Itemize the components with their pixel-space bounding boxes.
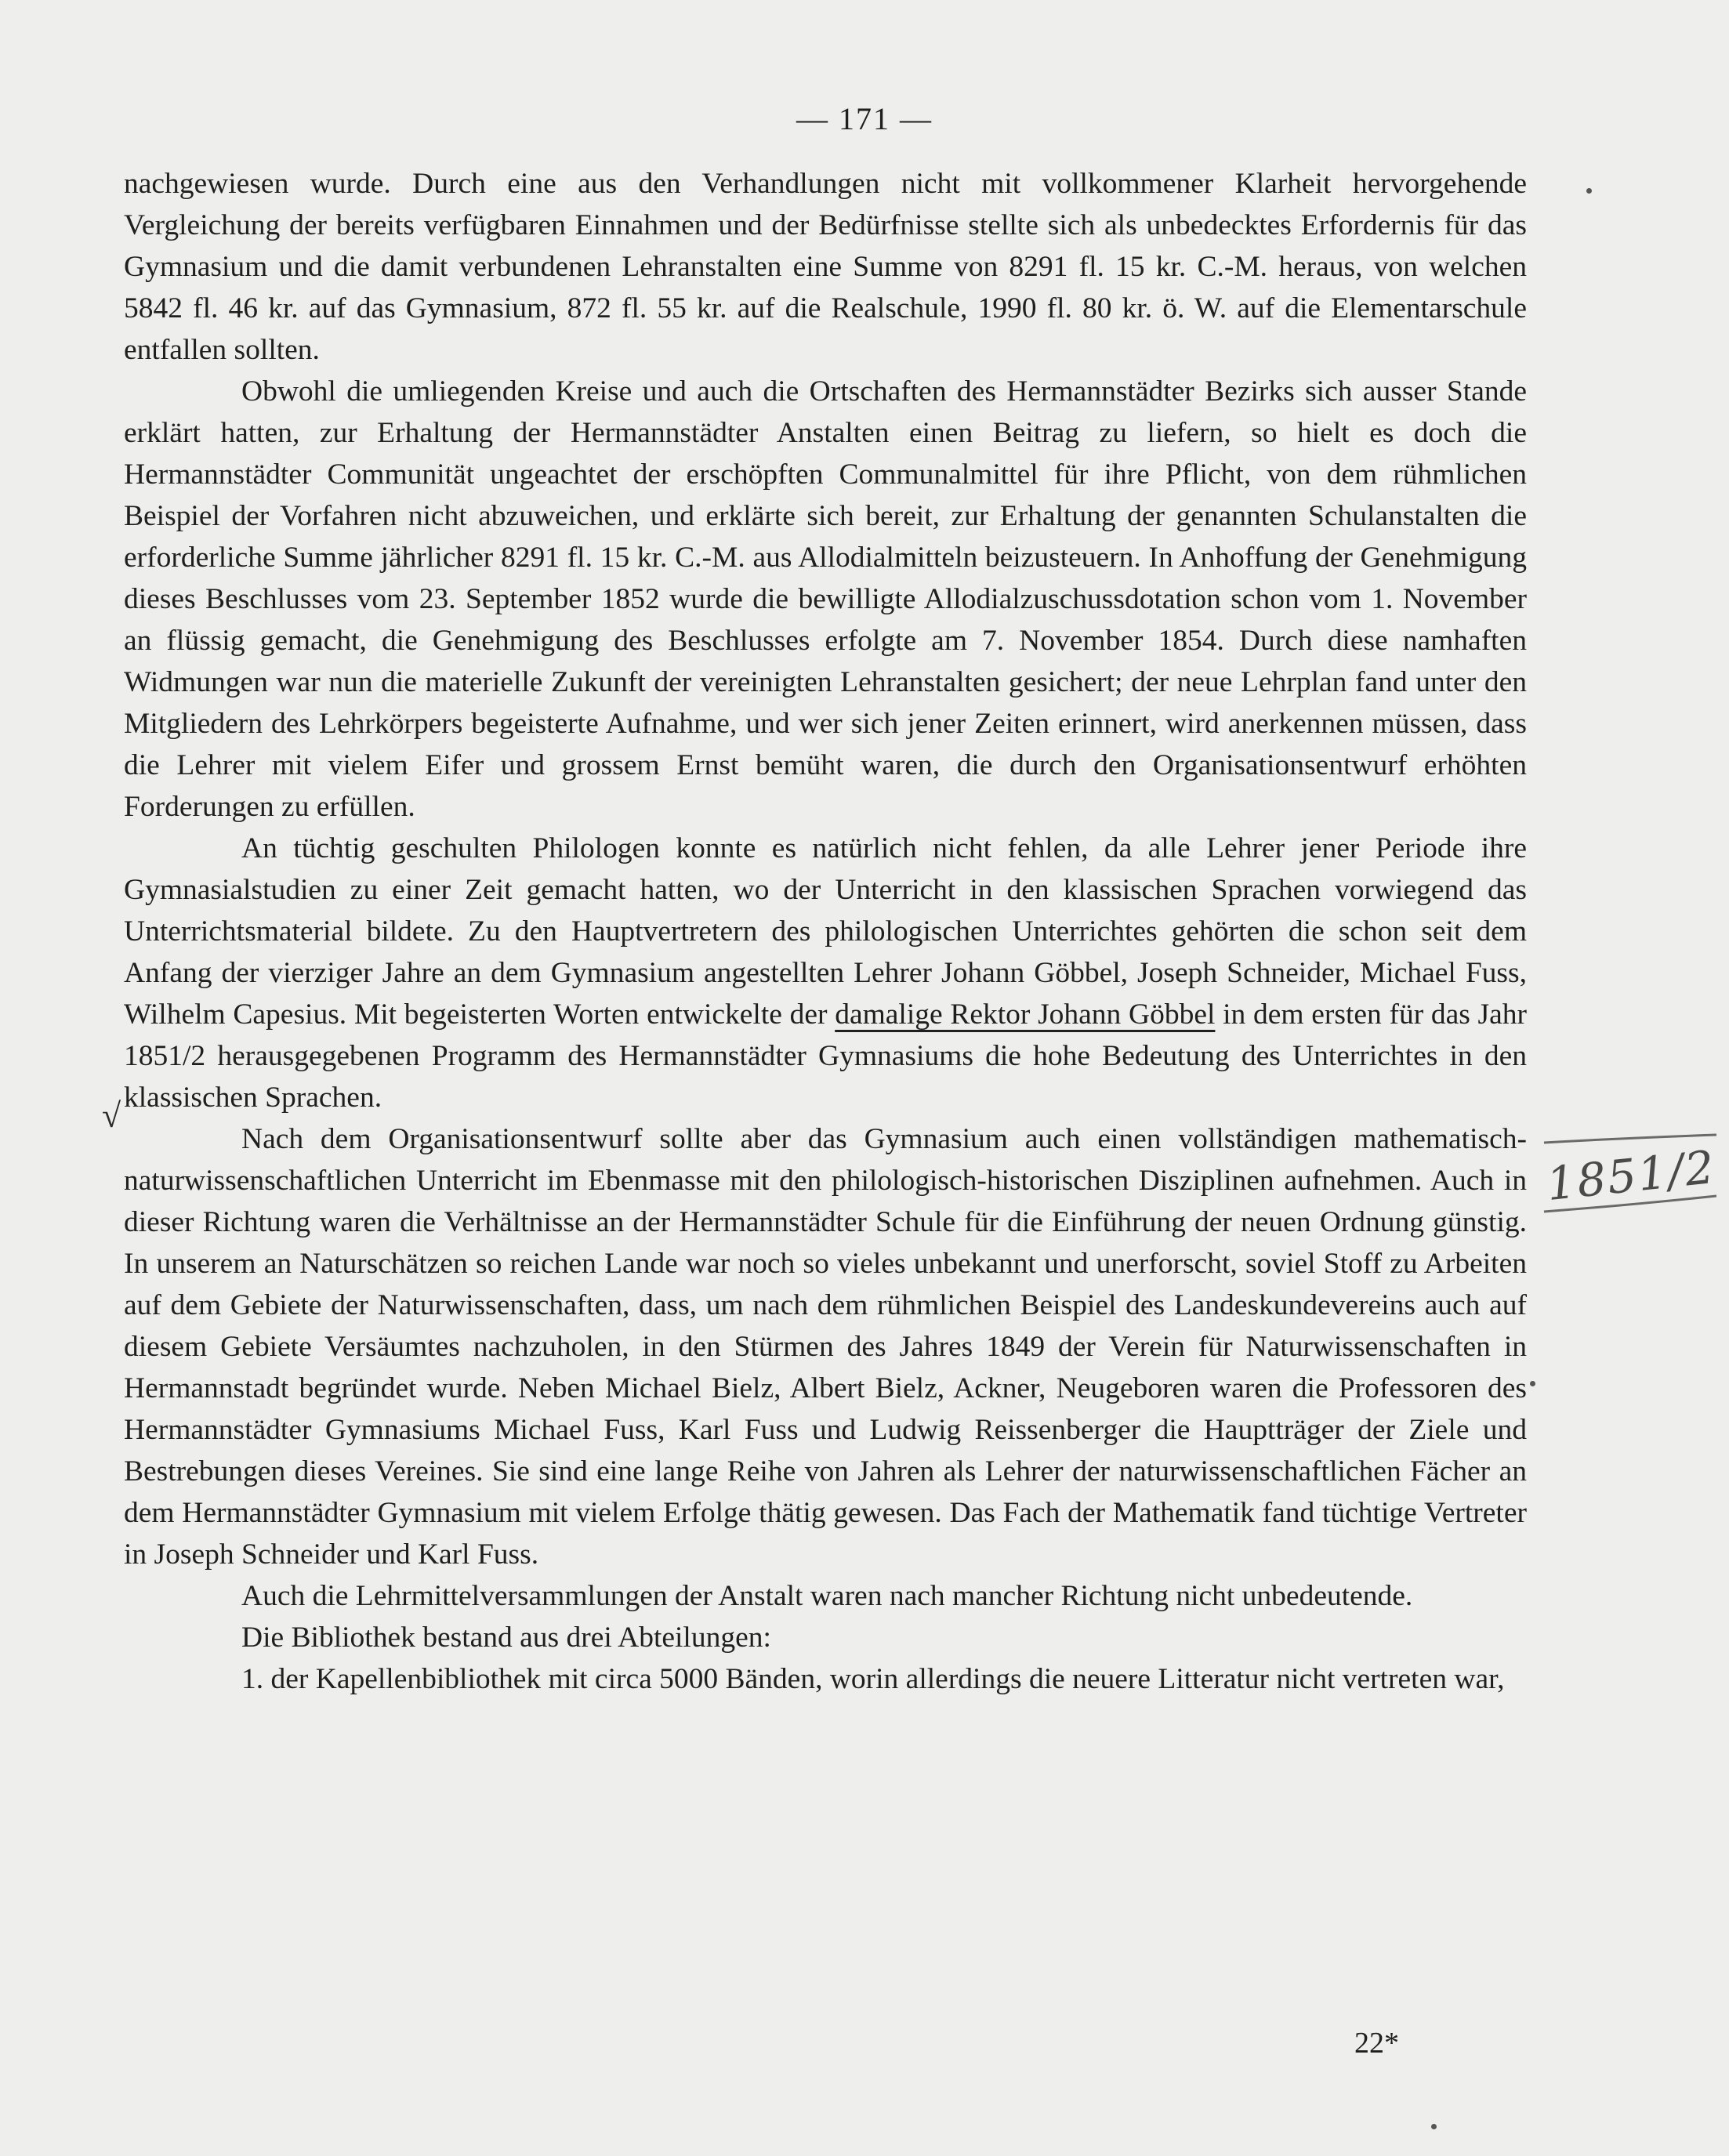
paragraph-3-text: An tüchtig geschulten Philologen konnte es natürlich nicht fehlen, da alle Lehrer jener Periode ihre Gymnasialstudien zu einer Zeit gemacht hatten, wo der Unterricht in den klassischen Sprachen vorwiegend das Unterrichtsmaterial bildete. Zu den Hauptvertretern des philologischen Unterrichtes gehörten die schon seit dem Anfang der vierziger Jahre an dem Gymnasium angestellten Lehrer Johann Göbbel, Joseph Schneider, Michael Fuss, Wilhelm Capesius. <box>124 832 1527 1031</box>
paragraph-7: 1. der Kapellenbibliothek mit circa 5000 Bänden, worin allerdings die neuere Litteratur nicht vertreten war, <box>241 1663 1505 1695</box>
margin-annotation-text: 1851/2 <box>1544 1140 1719 1212</box>
paragraph-3 <box>124 828 1527 1118</box>
margin-annotation <box>1540 1127 1720 1229</box>
edge-mark <box>1530 1381 1535 1386</box>
paragraph-3-text-2b: in dem ersten für das Jahr 1851/2 herausgegebenen Programm des Hermannstädter Gymnasiums die hohe Bedeutung des Unterrichtes in den klassischen Sprachen. <box>124 998 1528 1114</box>
paragraph-6: Die Bibliothek bestand aus drei Abteilungen: <box>241 1622 771 1654</box>
paragraph-1: nachgewiesen wurde. Durch eine aus den Verhandlungen nicht mit vollkommener Klarheit hervorgehende Vergleichung der bereits verfügbaren Einnahmen und der Bedürfnisse stellte sich als unbedecktes Erfordernis für das Gymnasium und die damit verbundenen Lehranstalten eine Summe von 8291 fl. 15 kr. C.-M. heraus, von welchen 5842 fl. 46 kr. auf das Gymnasium, 872 fl. 55 kr. auf die Realschule, 1990 fl. 80 kr. ö. W. auf die Elementarschule entfallen sollten. <box>124 168 1527 366</box>
signature-mark: 22* <box>1354 2027 1399 2060</box>
paragraph-2: Obwohl die umliegenden Kreise und auch die Ortschaften des Hermannstädter Bezirks sich ausser Stande erklärt hatten, zur Erhaltung der Hermannstädter Anstalten einen Beitrag zu liefern, so hielt es doch die Hermannstädter Communität ungeachtet der erschöpften Communalmittel für ihre Pflicht, von dem rühmlichen Beispiel der Vorfahren nicht abzuweichen, und erklärte sich bereit, zur Erhaltung der genannten Schulanstalten die erforderliche Summe jährlicher 8291 fl. 15 kr. C.-M. aus Allodialmitteln beizusteuern. In Anhoffung der Genehmigung dieses Beschlusses vom 23. September 1852 wurde die bewilligte Allodialzuschussdotation schon vom 1. November an flüssig gemacht, die Genehmigung des Beschlusses erfolgte am 7. November 1854. Durch diese namhaften Widmungen war nun die materielle Zukunft der vereinigten Lehranstalten gesichert; der neue Lehrplan fand unter den Mitgliedern des Lehrkörpers begeisterte Aufnahme, und wer sich jener Zeiten erinnert, wird anerkennen müssen, dass die Lehrer mit vielem Eifer und grossem Ernst bemüht waren, die durch den Organisationsentwurf erhöhten Forderungen zu erfüllen. <box>124 375 1527 823</box>
page-number: — 171 — <box>796 101 933 136</box>
margin-checkmark: √ <box>102 1096 121 1135</box>
edge-mark <box>1431 2124 1437 2129</box>
body-text <box>124 163 1527 1700</box>
underlined-phrase: damalige Rektor Johann Göbbel <box>835 998 1216 1031</box>
paragraph-3-text-2a: Mit begeisterten Worten entwickelte der <box>353 998 828 1031</box>
paragraph-5: Auch die Lehrmittelversammlungen der Anstalt waren nach mancher Richtung nicht unbedeutende. <box>241 1580 1413 1612</box>
paragraph-4: Nach dem Organisationsentwurf sollte aber das Gymnasium auch einen vollständigen mathematisch-naturwissenschaftlichen Unterricht im Ebenmasse mit den philologisch-historischen Disziplinen aufnehmen. Auch in dieser Richtung waren die Verhältnisse an der Hermannstädter Schule für die Einführung der neuen Ordnung günstig. In unserem an Naturschätzen so reichen Lande war noch so vieles unbekannt und unerforscht, soviel Stoff zu Arbeiten auf dem Gebiete der Naturwissenschaften, dass, um nach dem rühmlichen Beispiel des Landeskundevereins auch auf diesem Gebiete Versäumtes nachzuholen, in den Stürmen des Jahres 1849 der Verein für Naturwissenschaften in Hermannstadt begründet wurde. Neben Michael Bielz, Albert Bielz, Ackner, Neugeboren waren die Professoren des Hermannstädter Gymnasiums Michael Fuss, Karl Fuss und Ludwig Reissenberger die Hauptträger der Ziele und Bestrebungen dieses Vereines. Sie sind eine lange Reihe von Jahren als Lehrer der naturwissenschaftlichen Fächer an dem Hermannstädter Gymnasium mit vielem Erfolge thätig gewesen. Das Fach der Mathematik fand tüchtige Vertreter in Joseph Schneider und Karl Fuss. <box>124 1123 1527 1571</box>
edge-mark <box>1586 188 1592 194</box>
